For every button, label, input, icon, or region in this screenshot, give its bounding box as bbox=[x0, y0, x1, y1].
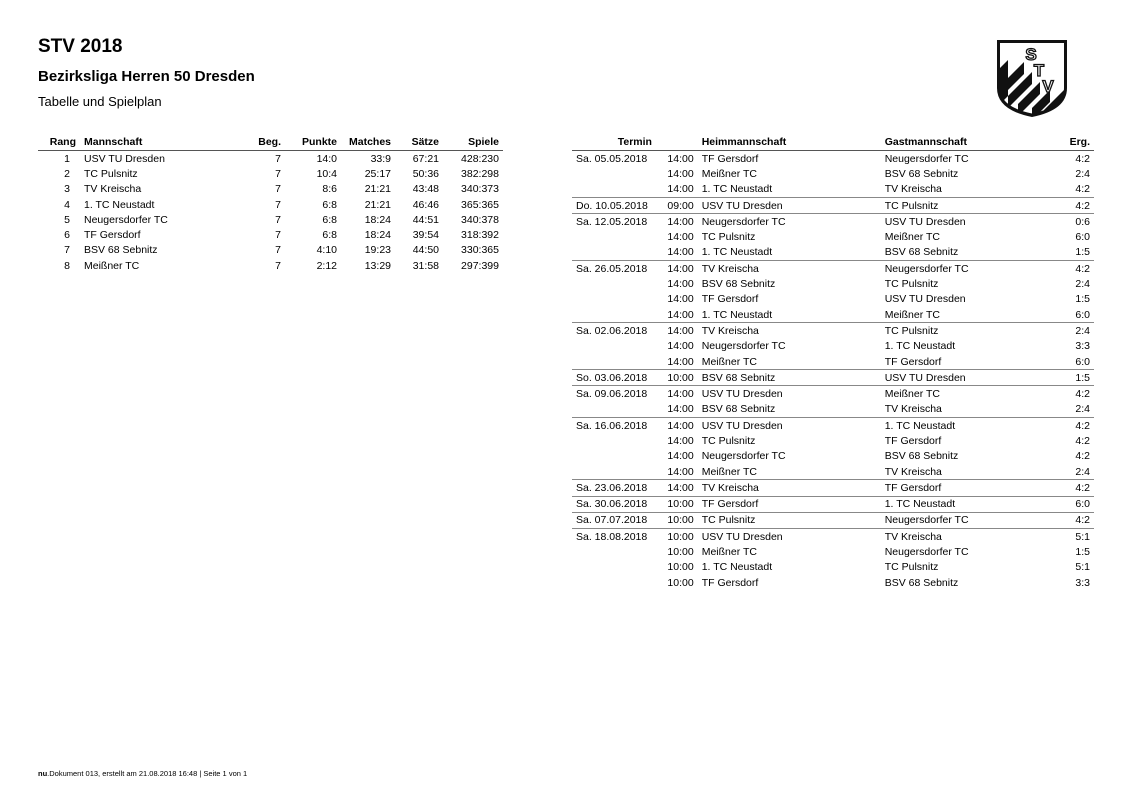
schedule-date: Sa. 26.05.2018 bbox=[572, 261, 660, 277]
schedule-date bbox=[572, 339, 660, 354]
schedule-result: 6:0 bbox=[1075, 355, 1090, 368]
standings-cell-spiele: 428:230 bbox=[461, 152, 499, 165]
col-termin: Termin bbox=[572, 134, 698, 151]
standings-row bbox=[38, 212, 503, 227]
page-footer bbox=[38, 769, 247, 778]
standings-cell-saetze: 44:51 bbox=[412, 213, 439, 226]
col-heimmannschaft: Heimmannschaft bbox=[698, 134, 881, 151]
schedule-time: 14:00 bbox=[667, 246, 694, 259]
schedule-time: 14:00 bbox=[667, 403, 694, 416]
schedule-home-team: Neugersdorfer TC bbox=[698, 214, 881, 230]
schedule-date bbox=[572, 166, 660, 181]
schedule-home-team: 1. TC Neustadt bbox=[701, 183, 773, 196]
schedule-result: 2:4 bbox=[1075, 465, 1090, 478]
standings-cell-spiele: 297:399 bbox=[461, 259, 499, 272]
schedule-row bbox=[572, 307, 1094, 323]
col-punkte: Punkte bbox=[285, 134, 341, 151]
standings-cell-spiele: 340:373 bbox=[461, 183, 499, 196]
schedule-time: 14:00 bbox=[667, 152, 694, 165]
standings-cell-saetze: 46:46 bbox=[412, 198, 439, 211]
schedule-guest-team: TF Gersdorf bbox=[884, 434, 942, 447]
schedule-row bbox=[572, 197, 1094, 213]
schedule-date bbox=[572, 229, 660, 244]
schedule-result: 6:0 bbox=[1075, 231, 1090, 244]
schedule-guest-team: 1. TC Neustadt bbox=[881, 418, 1064, 434]
schedule-row bbox=[572, 560, 1094, 575]
schedule-result: 5:1 bbox=[1075, 561, 1090, 574]
standings-cell-mannschaft: Neugersdorfer TC bbox=[84, 213, 168, 226]
schedule-row bbox=[572, 229, 1094, 244]
schedule-guest-team: Neugersdorfer TC bbox=[884, 546, 969, 559]
schedule-guest-team: BSV 68 Sebnitz bbox=[884, 246, 959, 259]
standings-cell-mannschaft: TF Gersdorf bbox=[84, 229, 141, 242]
schedule-time: 10:00 bbox=[667, 561, 694, 574]
standings-cell-rang: 1 bbox=[64, 152, 70, 165]
col-rang: Rang bbox=[38, 134, 80, 151]
schedule-time: 14:00 bbox=[667, 450, 694, 463]
standings-cell-saetze: 50:36 bbox=[412, 167, 439, 180]
schedule-home-team: BSV 68 Sebnitz bbox=[701, 403, 776, 416]
schedule-date: Sa. 05.05.2018 bbox=[576, 152, 648, 165]
schedule-guest-team: TC Pulsnitz bbox=[884, 278, 939, 291]
schedule-result: 3:3 bbox=[1075, 576, 1090, 589]
col-beg: Beg. bbox=[241, 134, 285, 151]
schedule-home-team: 1. TC Neustadt bbox=[701, 246, 773, 259]
schedule-home-team: USV TU Dresden bbox=[698, 386, 881, 402]
schedule-time: 14:00 bbox=[667, 308, 694, 321]
schedule-result: 4:2 bbox=[1064, 512, 1094, 528]
col-mannschaft: Mannschaft bbox=[80, 134, 241, 151]
schedule-home-team: TV Kreischa bbox=[698, 480, 881, 496]
standings-cell-rang: 8 bbox=[64, 259, 70, 272]
standings-cell-saetze: 44:50 bbox=[412, 244, 439, 257]
standings-cell-mannschaft: TC Pulsnitz bbox=[84, 167, 138, 180]
standings-cell-rang: 4 bbox=[64, 198, 70, 211]
schedule-result: 2:4 bbox=[1075, 403, 1090, 416]
schedule-result: 6:0 bbox=[1075, 308, 1090, 321]
schedule-time: 14:00 bbox=[667, 231, 694, 244]
standings-cell-beg: 7 bbox=[275, 152, 281, 165]
schedule-result: 1:5 bbox=[1075, 546, 1090, 559]
schedule-date: Sa. 30.06.2018 bbox=[572, 496, 660, 512]
schedule-guest-team: TC Pulsnitz bbox=[881, 323, 1064, 339]
schedule-home-team: 1. TC Neustadt bbox=[701, 308, 773, 321]
schedule-guest-team: TV Kreischa bbox=[884, 465, 942, 478]
schedule-guest-team: TV Kreischa bbox=[881, 529, 1064, 545]
standings-cell-spiele: 382:298 bbox=[461, 167, 499, 180]
schedule-time: 10:00 bbox=[667, 576, 694, 589]
schedule-home-team: Meißner TC bbox=[701, 546, 757, 559]
standings-cell-mannschaft: TV Kreischa bbox=[84, 183, 142, 196]
schedule-date: Sa. 16.06.2018 bbox=[572, 418, 660, 434]
schedule-result: 4:2 bbox=[1064, 197, 1094, 213]
schedule-home-team: TF Gersdorf bbox=[701, 152, 759, 165]
schedule-time: 14:00 bbox=[660, 214, 698, 230]
schedule-date: Sa. 09.06.2018 bbox=[572, 386, 660, 402]
schedule-result: 2:4 bbox=[1064, 323, 1094, 339]
schedule-row bbox=[572, 544, 1094, 559]
schedule-home-team: TF Gersdorf bbox=[701, 293, 759, 306]
schedule-guest-team: BSV 68 Sebnitz bbox=[884, 450, 959, 463]
schedule-home-team: BSV 68 Sebnitz bbox=[701, 278, 776, 291]
schedule-home-team: 1. TC Neustadt bbox=[701, 561, 773, 574]
schedule-row bbox=[572, 449, 1094, 464]
standings-row bbox=[38, 197, 503, 212]
schedule-row bbox=[572, 214, 1094, 230]
schedule-guest-team: TV Kreischa bbox=[884, 183, 942, 196]
standings-cell-matches: 19:23 bbox=[364, 244, 391, 257]
schedule-time: 10:00 bbox=[667, 546, 694, 559]
schedule-row bbox=[572, 339, 1094, 354]
schedule-home-team: TC Pulsnitz bbox=[701, 434, 756, 447]
schedule-time: 10:00 bbox=[660, 370, 698, 386]
standings-cell-spiele: 330:365 bbox=[461, 244, 499, 257]
schedule-date bbox=[572, 544, 660, 559]
standings-cell-punkte: 4:10 bbox=[316, 244, 337, 257]
schedule-result: 4:2 bbox=[1064, 261, 1094, 277]
schedule-guest-team: 1. TC Neustadt bbox=[881, 496, 1064, 512]
standings-cell-spiele: 318:392 bbox=[461, 229, 499, 242]
schedule-result: 3:3 bbox=[1075, 340, 1090, 353]
schedule-result: 2:4 bbox=[1075, 167, 1090, 180]
schedule-date bbox=[572, 182, 660, 198]
schedule-guest-team: BSV 68 Sebnitz bbox=[884, 576, 959, 589]
standings-row bbox=[38, 258, 503, 273]
standings-cell-beg: 7 bbox=[275, 167, 281, 180]
standings-cell-saetze: 43:48 bbox=[412, 183, 439, 196]
schedule-guest-team: TC Pulsnitz bbox=[881, 197, 1064, 213]
standings-cell-rang: 6 bbox=[64, 229, 70, 242]
schedule-home-team: USV TU Dresden bbox=[698, 418, 881, 434]
schedule-time: 14:00 bbox=[667, 167, 694, 180]
schedule-date: Sa. 07.07.2018 bbox=[572, 512, 660, 528]
schedule-guest-team: TV Kreischa bbox=[884, 403, 942, 416]
schedule-time: 10:00 bbox=[660, 512, 698, 528]
schedule-row bbox=[572, 575, 1094, 590]
schedule-guest-team: TF Gersdorf bbox=[881, 480, 1064, 496]
schedule-home-team: USV TU Dresden bbox=[698, 197, 881, 213]
schedule-result: 4:2 bbox=[1064, 480, 1094, 496]
schedule-time: 10:00 bbox=[660, 529, 698, 545]
schedule-guest-team: Meißner TC bbox=[881, 386, 1064, 402]
standings-cell-beg: 7 bbox=[275, 229, 281, 242]
schedule-time: 14:00 bbox=[660, 261, 698, 277]
standings-cell-mannschaft: Meißner TC bbox=[84, 259, 140, 272]
schedule-time: 14:00 bbox=[667, 278, 694, 291]
standings-cell-matches: 18:24 bbox=[364, 213, 391, 226]
logo-letter-t: T bbox=[1033, 61, 1045, 80]
standings-cell-beg: 7 bbox=[275, 213, 281, 226]
standings-cell-rang: 3 bbox=[64, 183, 70, 196]
logo-letter-v: V bbox=[1042, 77, 1054, 96]
schedule-date: Sa. 23.06.2018 bbox=[572, 480, 660, 496]
col-saetze: Sätze bbox=[395, 134, 443, 151]
schedule-result: 4:2 bbox=[1075, 434, 1090, 447]
standings-cell-punkte: 6:8 bbox=[322, 213, 337, 226]
schedule-time: 09:00 bbox=[660, 197, 698, 213]
schedule-date bbox=[572, 354, 660, 370]
standings-cell-saetze: 31:58 bbox=[412, 259, 439, 272]
standings-cell-matches: 21:21 bbox=[364, 183, 391, 196]
schedule-row bbox=[572, 354, 1094, 370]
schedule-date: Do. 10.05.2018 bbox=[572, 197, 660, 213]
league-name: Bezirksliga Herren 50 Dresden bbox=[38, 68, 255, 85]
standings-cell-rang: 7 bbox=[64, 244, 70, 257]
schedule-row bbox=[572, 496, 1094, 512]
schedule-table bbox=[572, 134, 1094, 590]
schedule-row bbox=[572, 182, 1094, 198]
standings-cell-matches: 18:24 bbox=[364, 229, 391, 242]
schedule-result: 6:0 bbox=[1064, 496, 1094, 512]
schedule-header-row bbox=[572, 134, 1094, 151]
schedule-home-team: TV Kreischa bbox=[698, 261, 881, 277]
standings-table bbox=[38, 134, 503, 273]
schedule-result: 1:5 bbox=[1075, 246, 1090, 259]
schedule-date bbox=[572, 433, 660, 448]
schedule-row bbox=[572, 529, 1094, 545]
standings-cell-saetze: 39:54 bbox=[412, 229, 439, 242]
standings-cell-matches: 13:29 bbox=[364, 259, 391, 272]
col-ergebnis: Erg. bbox=[1064, 134, 1094, 151]
schedule-time: 14:00 bbox=[667, 340, 694, 353]
schedule-time: 14:00 bbox=[660, 418, 698, 434]
standings-cell-matches: 25:17 bbox=[364, 167, 391, 180]
schedule-date: So. 03.06.2018 bbox=[572, 370, 660, 386]
schedule-time: 14:00 bbox=[667, 355, 694, 368]
schedule-time: 14:00 bbox=[667, 293, 694, 306]
schedule-guest-team: USV TU Dresden bbox=[884, 293, 966, 306]
schedule-time: 14:00 bbox=[667, 465, 694, 478]
schedule-result: 4:2 bbox=[1064, 386, 1094, 402]
schedule-guest-team: 1. TC Neustadt bbox=[884, 340, 956, 353]
schedule-home-team: USV TU Dresden bbox=[698, 529, 881, 545]
col-spiele: Spiele bbox=[443, 134, 503, 151]
schedule-result: 4:2 bbox=[1075, 152, 1090, 165]
schedule-home-team: BSV 68 Sebnitz bbox=[698, 370, 881, 386]
standings-cell-matches: 33:9 bbox=[370, 152, 391, 165]
schedule-date bbox=[572, 307, 660, 323]
schedule-row bbox=[572, 370, 1094, 386]
standings-cell-matches: 21:21 bbox=[364, 198, 391, 211]
standings-cell-mannschaft: BSV 68 Sebnitz bbox=[84, 244, 158, 257]
footer-brand: nu bbox=[38, 769, 48, 778]
schedule-home-team: Meißner TC bbox=[701, 465, 757, 478]
schedule-row bbox=[572, 276, 1094, 291]
standings-cell-beg: 7 bbox=[275, 198, 281, 211]
standings-cell-punkte: 8:6 bbox=[322, 183, 337, 196]
standings-cell-punkte: 14:0 bbox=[316, 152, 337, 165]
schedule-guest-team: Neugersdorfer TC bbox=[881, 261, 1064, 277]
schedule-result: 4:2 bbox=[1064, 418, 1094, 434]
standings-cell-beg: 7 bbox=[275, 183, 281, 196]
schedule-row bbox=[572, 292, 1094, 307]
schedule-date bbox=[572, 464, 660, 480]
schedule-row bbox=[572, 512, 1094, 528]
schedule-row bbox=[572, 464, 1094, 480]
standings-row bbox=[38, 166, 503, 181]
logo-letter-s: S bbox=[1025, 45, 1037, 64]
schedule-row bbox=[572, 402, 1094, 418]
col-matches: Matches bbox=[341, 134, 395, 151]
schedule-guest-team: Neugersdorfer TC bbox=[884, 152, 969, 165]
schedule-date bbox=[572, 292, 660, 307]
schedule-result: 4:2 bbox=[1075, 183, 1090, 196]
document-caption: Tabelle und Spielplan bbox=[38, 94, 162, 109]
schedule-date bbox=[572, 402, 660, 418]
standings-cell-punkte: 2:12 bbox=[316, 259, 337, 272]
footer-text: .Dokument 013, erstellt am 21.08.2018 16:48 | Seite 1 von 1 bbox=[47, 769, 248, 778]
schedule-date bbox=[572, 575, 660, 590]
standings-cell-mannschaft: USV TU Dresden bbox=[84, 152, 165, 165]
schedule-row bbox=[572, 245, 1094, 261]
stv-shield-logo bbox=[994, 38, 1070, 118]
schedule-date: Sa. 18.08.2018 bbox=[572, 529, 660, 545]
standings-row bbox=[38, 243, 503, 258]
schedule-row bbox=[572, 480, 1094, 496]
schedule-home-team: TF Gersdorf bbox=[698, 496, 881, 512]
schedule-row bbox=[572, 418, 1094, 434]
schedule-result: 0:6 bbox=[1064, 214, 1094, 230]
schedule-guest-team: BSV 68 Sebnitz bbox=[884, 167, 959, 180]
schedule-home-team: TF Gersdorf bbox=[701, 576, 759, 589]
schedule-row bbox=[572, 323, 1094, 339]
schedule-time: 10:00 bbox=[660, 496, 698, 512]
standings-cell-punkte: 6:8 bbox=[322, 229, 337, 242]
schedule-home-team: TC Pulsnitz bbox=[698, 512, 881, 528]
schedule-result: 5:1 bbox=[1064, 529, 1094, 545]
schedule-home-team: TV Kreischa bbox=[698, 323, 881, 339]
schedule-row bbox=[572, 433, 1094, 448]
schedule-row bbox=[572, 166, 1094, 181]
schedule-row bbox=[572, 261, 1094, 277]
schedule-date: Sa. 12.05.2018 bbox=[572, 214, 660, 230]
standings-cell-punkte: 10:4 bbox=[316, 167, 337, 180]
standings-cell-beg: 7 bbox=[275, 259, 281, 272]
col-gastmannschaft: Gastmannschaft bbox=[881, 134, 1064, 151]
schedule-row bbox=[572, 151, 1094, 167]
schedule-guest-team: TF Gersdorf bbox=[884, 355, 942, 368]
schedule-date bbox=[572, 276, 660, 291]
schedule-time: 14:00 bbox=[667, 434, 694, 447]
schedule-home-team: Meißner TC bbox=[701, 167, 757, 180]
schedule-result: 1:5 bbox=[1075, 293, 1090, 306]
standings-cell-beg: 7 bbox=[275, 244, 281, 257]
schedule-guest-team: USV TU Dresden bbox=[881, 370, 1064, 386]
schedule-result: 1:5 bbox=[1064, 370, 1094, 386]
standings-cell-spiele: 340:378 bbox=[461, 213, 499, 226]
standings-row bbox=[38, 227, 503, 242]
standings-row bbox=[38, 182, 503, 197]
schedule-guest-team: Meißner TC bbox=[884, 231, 940, 244]
schedule-row bbox=[572, 386, 1094, 402]
schedule-guest-team: TC Pulsnitz bbox=[884, 561, 939, 574]
standings-cell-saetze: 67:21 bbox=[412, 152, 439, 165]
standings-cell-rang: 5 bbox=[64, 213, 70, 226]
standings-cell-mannschaft: 1. TC Neustadt bbox=[84, 198, 155, 211]
standings-cell-rang: 2 bbox=[64, 167, 70, 180]
standings-header-row bbox=[38, 134, 503, 151]
schedule-date bbox=[572, 245, 660, 261]
schedule-time: 14:00 bbox=[660, 386, 698, 402]
page-title: STV 2018 bbox=[38, 36, 123, 57]
standings-row bbox=[38, 151, 503, 167]
schedule-date: Sa. 02.06.2018 bbox=[572, 323, 660, 339]
schedule-time: 14:00 bbox=[667, 183, 694, 196]
schedule-home-team: Meißner TC bbox=[701, 355, 757, 368]
schedule-date bbox=[572, 560, 660, 575]
schedule-result: 4:2 bbox=[1075, 450, 1090, 463]
schedule-guest-team: Neugersdorfer TC bbox=[881, 512, 1064, 528]
schedule-home-team: TC Pulsnitz bbox=[701, 231, 756, 244]
schedule-home-team: Neugersdorfer TC bbox=[701, 450, 786, 463]
schedule-home-team: Neugersdorfer TC bbox=[701, 340, 786, 353]
standings-cell-punkte: 6:8 bbox=[322, 198, 337, 211]
schedule-date bbox=[572, 449, 660, 464]
schedule-time: 14:00 bbox=[660, 480, 698, 496]
schedule-time: 14:00 bbox=[660, 323, 698, 339]
schedule-result: 2:4 bbox=[1075, 278, 1090, 291]
schedule-guest-team: Meißner TC bbox=[884, 308, 940, 321]
schedule-guest-team: USV TU Dresden bbox=[881, 214, 1064, 230]
standings-cell-spiele: 365:365 bbox=[461, 198, 499, 211]
